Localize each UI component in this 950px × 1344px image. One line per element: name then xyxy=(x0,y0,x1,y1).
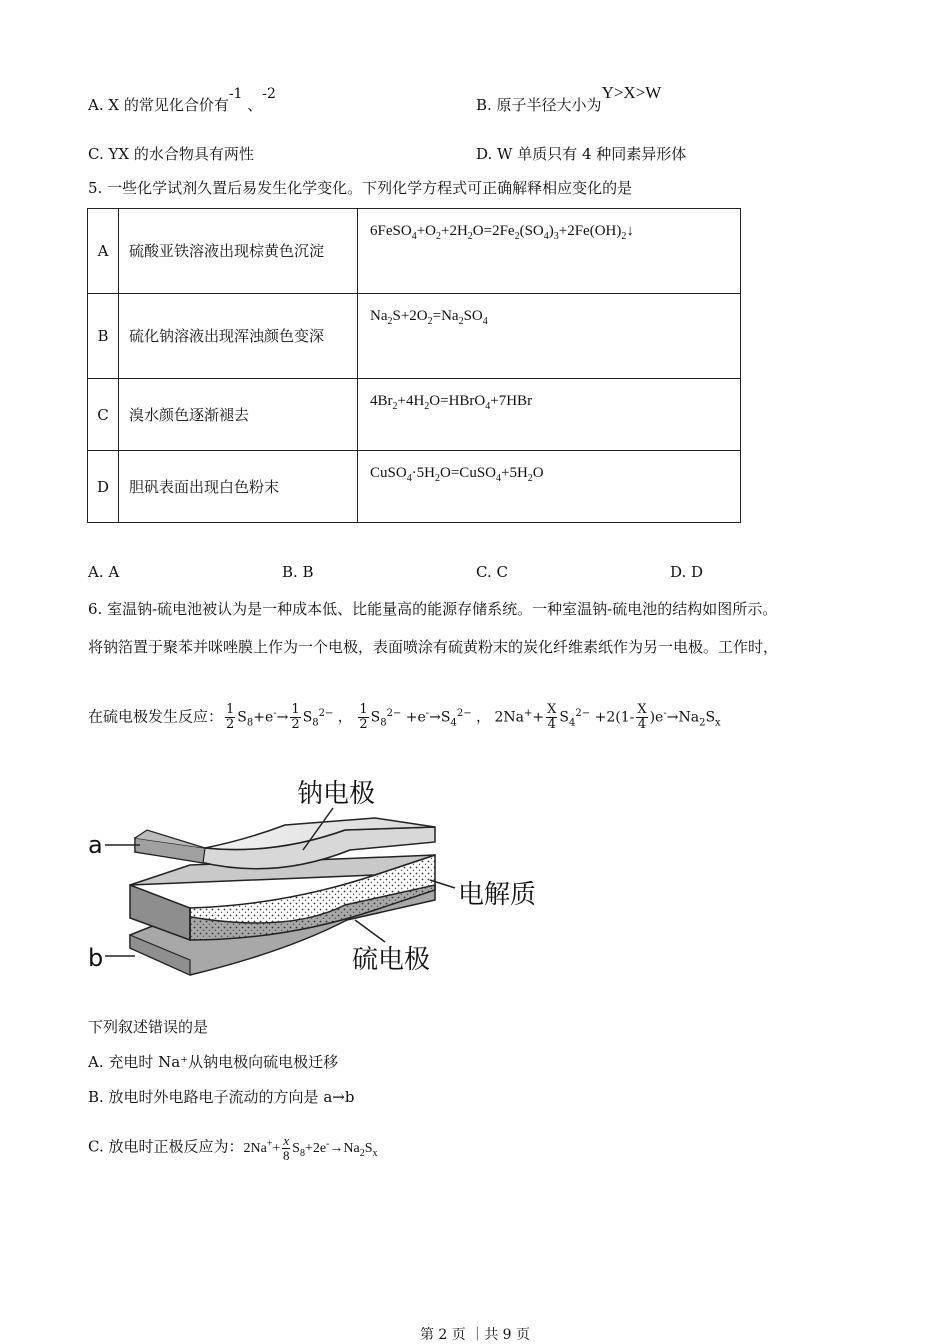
row-equation-d: $CuSO_4\cdot 5H_2O=CuSO_4+5H_2O$ xyxy=(358,451,741,523)
q4-option-b-text: B. 原子半径大小为 xyxy=(476,96,602,114)
q6-option-b: B. 放电时外电路电子流动的方向是 a→b xyxy=(88,1088,355,1106)
q5-answer-c: C. C xyxy=(476,563,508,581)
q6-stem-line1: 6. 室温钠-硫电池被认为是一种成本低、比能量高的能源存储系统。一种室温钠-硫电池的结构如图所示。 xyxy=(88,600,778,618)
q5-stem: 5. 一些化学试剂久置后易发生化学变化。下列化学方程式可正确解释相应变化的是 xyxy=(88,179,633,197)
q4-option-a xyxy=(88,86,276,115)
q4-option-a-valence1: -1 xyxy=(228,86,243,102)
battery-structure-figure xyxy=(85,770,555,985)
label-a: a xyxy=(88,831,103,859)
q6-question: 下列叙述错误的是 xyxy=(88,1018,209,1036)
table-row xyxy=(88,379,741,451)
table-row xyxy=(88,451,741,523)
q4-option-a-sep: 、 xyxy=(247,96,263,114)
q6-option-c: C. 放电时正极反应为：2Na++ $\frac{x}{8}$ $S_8+2e^-\to Na_2S_x$ xyxy=(88,1133,378,1163)
q4-option-c: C. YX 的水合物具有两性 xyxy=(88,145,254,163)
label-electrolyte: 电解质 xyxy=(458,880,537,910)
q4-option-a-text: A. X 的常见化合价有 xyxy=(88,96,229,114)
q5-answer-a: A. A xyxy=(88,563,120,581)
q5-answer-b: B. B xyxy=(282,563,314,581)
label-sulfur-electrode: 硫电极 xyxy=(352,945,431,975)
reaction-prefix: 在硫电极发生反应： xyxy=(88,707,224,726)
q6-option-a: A. 充电时 Na⁺从钠电极向硫电极迁移 xyxy=(88,1053,339,1071)
row-desc: 溴水颜色逐渐褪去 xyxy=(119,379,358,451)
row-letter: C xyxy=(88,379,119,451)
label-b: b xyxy=(88,944,104,972)
row-letter: A xyxy=(88,209,119,294)
row-desc: 胆矾表面出现白色粉末 xyxy=(119,451,358,523)
row-equation-c: $4Br_2+4H_2O=HBrO_4+7HBr$ xyxy=(358,379,741,451)
q4-option-b-formula: Y>X>W xyxy=(601,83,662,102)
row-desc: 硫酸亚铁溶液出现棕黄色沉淀 xyxy=(119,209,358,294)
q4-option-d: D. W 单质只有 4 种同素异形体 xyxy=(476,145,687,163)
row-letter: D xyxy=(88,451,119,523)
row-equation-b: $Na_2S+2O_2=Na_2SO_4$ xyxy=(358,294,741,379)
table-row xyxy=(88,294,741,379)
row-letter: B xyxy=(88,294,119,379)
q4-option-b xyxy=(476,83,662,115)
q4-option-a-valence2: -2 xyxy=(262,86,276,102)
table-row xyxy=(88,209,741,294)
q5-answer-d: D. D xyxy=(670,563,704,581)
label-sodium-electrode: 钠电极 xyxy=(297,779,376,809)
row-desc: 硫化钠溶液出现浑浊颜色变深 xyxy=(119,294,358,379)
page-footer: 第 2 页 ｜共 9 页 xyxy=(419,1327,531,1343)
row-equation-a: $6FeSO_4+O_2+2H_2O=2Fe_2(SO_4)_3+2Fe(OH)_2↓$ xyxy=(358,209,741,294)
q6-option-c-prefix: C. 放电时正极反应为： xyxy=(88,1137,244,1156)
q6-stem-line2: 将钠箔置于聚苯并咪唑膜上作为一个电极，表面喷涂有硫黄粉末的炭化纤维素纸作为另一电极。工作时， xyxy=(88,638,779,656)
q6-reactions: 在硫电极发生反应： $\frac{1}{2}$ $S_8+e^-\to$ $\frac{1}{2}$ $S_8^{2-}$ ， $\frac{1}{2}$ $S_8^{2-} +e^-\to S_4^{2-}$ ， 2Na++ $\frac{X}{4}$ $S_4^{2-} +2(1-$ $\frac{X}{4}$ )$e^-\to Na_2S_x$ xyxy=(88,702,721,732)
q5-table xyxy=(87,208,741,523)
